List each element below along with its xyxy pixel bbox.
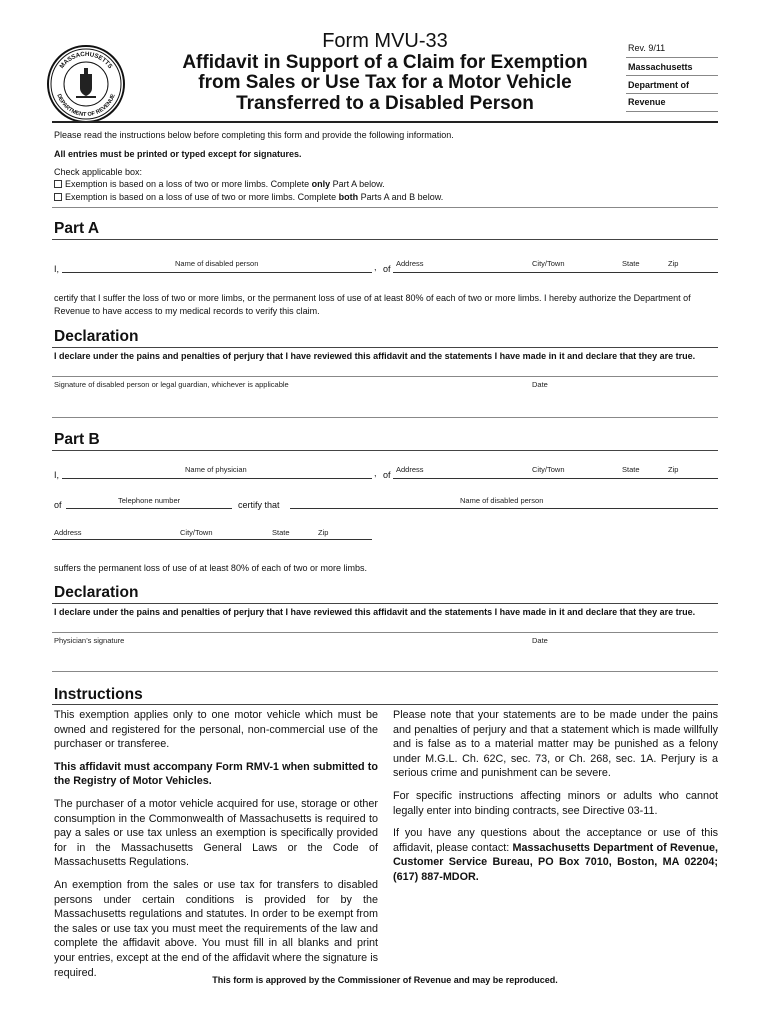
option-loss-of-limbs[interactable]: Exemption is based on a loss of two or more limbs. Complete only Part A below. bbox=[54, 179, 385, 189]
part-a-state-label: State bbox=[622, 259, 640, 268]
instructions-left-p4: An exemption from the sales or use tax for transfers to disabled persons under certain conditions is provided for by the Massachusetts regulations and statutes. In order to be exempt from the sales or use tax you must meet the requirements of the law and complete the affidavit above. You must fill in all blanks and print your entries, except at the end of the affidavit where the signature is required. bbox=[54, 878, 378, 979]
part-a-of-label: of bbox=[383, 264, 391, 274]
entries-note: All entries must be printed or typed except for signatures. bbox=[54, 149, 302, 159]
declaration-a-date-field[interactable] bbox=[530, 390, 718, 416]
part-a-zip-label: Zip bbox=[668, 259, 679, 268]
checkbox-loss-of-use[interactable] bbox=[54, 193, 62, 201]
option-loss-of-use[interactable]: Exemption is based on a loss of use of two or more limbs. Complete both Parts A and B below. bbox=[54, 192, 443, 202]
declaration-a-statement: I declare under the pains and penalties of perjury that I have reviewed this affidavit and the statements I have made in it and declare that they are true. bbox=[54, 351, 696, 361]
declaration-b-date-field[interactable] bbox=[530, 646, 718, 670]
instructions-right-p2: For specific instructions affecting minors or adults who cannot legally enter into binding contracts, see Directive 03-11. bbox=[393, 789, 718, 817]
part-b-address2-label: Address bbox=[54, 528, 82, 537]
declaration-a-signature-label: Signature of disabled person or legal guardian, whichever is applicable bbox=[54, 380, 289, 389]
part-b-certify-that: certify that bbox=[238, 500, 280, 510]
instructions-left-p2: This affidavit must accompany Form RMV-1 when submitted to the Registry of Motor Vehicles. bbox=[54, 760, 378, 788]
check-label: Check applicable box: bbox=[54, 167, 143, 177]
part-b-address-field[interactable] bbox=[393, 478, 718, 479]
part-a-name-label: Name of disabled person bbox=[175, 259, 259, 268]
form-title-line1: Affidavit in Support of a Claim for Exemption bbox=[182, 52, 588, 73]
part-a-city-label: City/Town bbox=[532, 259, 565, 268]
declaration-b-signature-field[interactable] bbox=[52, 646, 522, 670]
part-b-of2-label: of bbox=[54, 500, 62, 510]
declaration-b-heading: Declaration bbox=[54, 584, 139, 601]
part-b-suffers-text: suffers the permanent loss of use of at least 80% of each of two or more limbs. bbox=[54, 563, 367, 573]
footer-approval: This form is approved by the Commissioner of Revenue and may be reproduced. bbox=[212, 975, 558, 985]
header-rule bbox=[52, 121, 718, 123]
form-title-line2: from Sales or Use Tax for a Motor Vehicle bbox=[198, 72, 572, 93]
form-title-line3: Transferred to a Disabled Person bbox=[236, 93, 534, 114]
part-a-address-label: Address bbox=[396, 259, 424, 268]
part-b-i-label: I, bbox=[54, 470, 60, 480]
part-b-state-label: State bbox=[622, 465, 640, 474]
instructions-heading: Instructions bbox=[54, 686, 143, 703]
checkbox-loss-of-limbs[interactable] bbox=[54, 180, 62, 188]
part-b-of-label: of bbox=[383, 470, 391, 480]
instructions-left-p3: The purchaser of a motor vehicle acquired for use, storage or other consumption in the Commonwealth of Massachusetts is required to pay a sales or use tax unless an exemption is specifically provided for in the Massachusetts General Laws or the Code of Massachusetts Regulations. bbox=[54, 797, 378, 869]
declaration-a-heading: Declaration bbox=[54, 328, 139, 345]
declaration-b-signature-label: Physician’s signature bbox=[54, 636, 125, 645]
part-b-physician-field[interactable] bbox=[62, 478, 372, 479]
part-b-address2-field[interactable] bbox=[52, 539, 372, 540]
instructions-right-p3: If you have any questions about the acceptance or use of this affidavit, please contact: Massachusetts Department of Revenue, Customer Service Bureau, PO Box 7010, Boston, MA 02204; (617) 887-MDOR. bbox=[393, 827, 718, 883]
agency-line2: Department of bbox=[628, 80, 690, 90]
dor-contact: Massachusetts Department of Revenue, Customer Service Bureau, PO Box 7010, Boston, MA 02204; (617) 887-MDOR. bbox=[393, 841, 718, 883]
part-a-certify-text: certify that I suffer the loss of two or more limbs, or the permanent loss of use of at least 80% of each of two or more limbs. I hereby authorize the Department of Revenue to have access to my medical records to verify this claim. bbox=[54, 293, 691, 316]
instructions-left-column bbox=[54, 708, 378, 980]
part-b-city2-label: City/Town bbox=[180, 528, 213, 537]
state-seal bbox=[46, 44, 126, 124]
agency-line1: Massachusetts bbox=[628, 62, 693, 72]
declaration-a-signature-field[interactable] bbox=[52, 390, 522, 416]
part-b-city-label: City/Town bbox=[532, 465, 565, 474]
part-a-address-field[interactable] bbox=[393, 272, 718, 273]
instructions-right-column bbox=[393, 708, 718, 885]
instructions-left-p1: This exemption applies only to one motor vehicle which must be owned and registered for the personal, non-commercial use of the purchaser or transferee. bbox=[54, 709, 378, 751]
intro-note: Please read the instructions below before completing this form and provide the following information. bbox=[54, 130, 454, 140]
part-b-physician-label: Name of physician bbox=[185, 465, 247, 474]
part-b-zip-label: Zip bbox=[668, 465, 679, 474]
declaration-a-date-label: Date bbox=[532, 380, 548, 389]
part-b-state2-label: State bbox=[272, 528, 290, 537]
part-b-address-label: Address bbox=[396, 465, 424, 474]
declaration-b-date-label: Date bbox=[532, 636, 548, 645]
agency-line3: Revenue bbox=[628, 97, 666, 107]
part-b-telephone-label: Telephone number bbox=[118, 496, 181, 505]
part-a-name-field[interactable] bbox=[62, 272, 372, 273]
revision: Rev. 9/11 bbox=[628, 43, 666, 53]
part-a-heading: Part A bbox=[54, 220, 100, 237]
part-b-disabled-name-field[interactable] bbox=[290, 508, 718, 509]
part-b-telephone-field[interactable] bbox=[66, 508, 232, 509]
instructions-right-p1: Please note that your statements are to be made under the pains and penalties of perjury and that a statement which is made willfully and is false as to a material matter may be punished as a felony under M.G.L. Ch. 62C, sec. 73, or Ch. 268, sec. 1A. Perjury is a serious crime and punishment can be severe. bbox=[393, 709, 718, 780]
part-a-i-label: I, bbox=[54, 264, 60, 274]
seal-text-top: MASSACHUSETTS bbox=[58, 50, 114, 70]
part-b-heading: Part B bbox=[54, 431, 100, 448]
part-b-disabled-name-label: Name of disabled person bbox=[460, 496, 544, 505]
form-number: Form MVU-33 bbox=[322, 30, 448, 52]
part-b-zip2-label: Zip bbox=[318, 528, 329, 537]
seal-text-bottom: DEPARTMENT OF REVENUE bbox=[55, 93, 117, 119]
declaration-b-statement: I declare under the pains and penalties of perjury that I have reviewed this affidavit and the statements I have made in it and declare that they are true. bbox=[54, 607, 696, 617]
